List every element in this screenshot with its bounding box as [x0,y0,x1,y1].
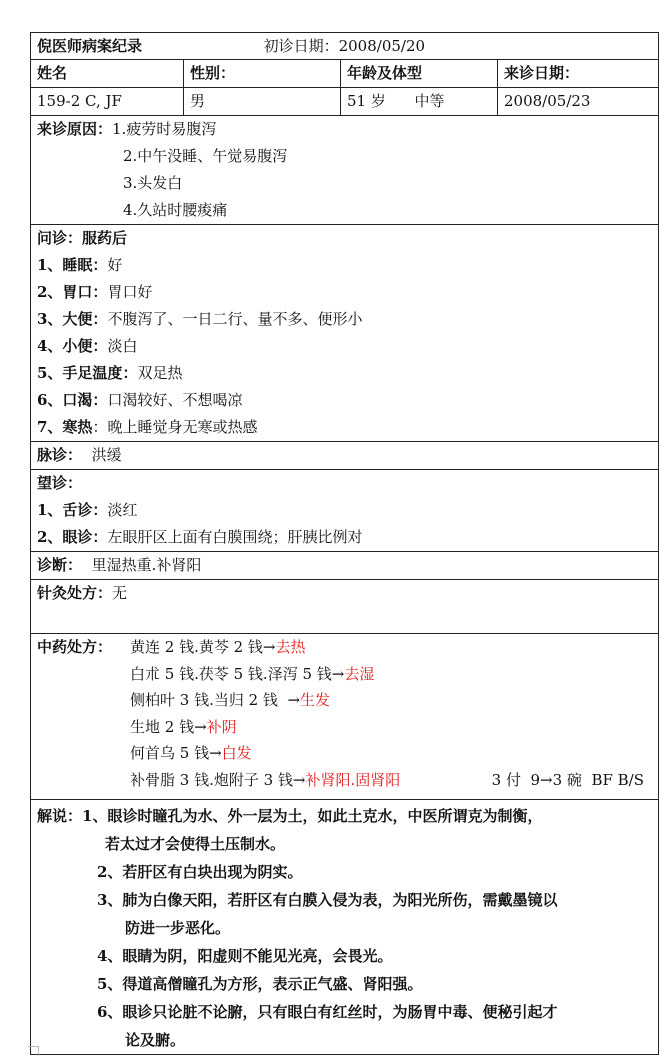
pulse-cell [31,442,659,470]
herb-effect: 白发 [221,744,252,762]
visit-date-value: 2008/05/23 [498,88,659,116]
inquiry-cell [31,225,659,442]
header-cell [31,33,659,60]
name-value: 159-2 C, JF [31,88,184,116]
explanation-point: 1、眼诊时瞳孔为水、外一层为土，如此土克水，中医所谓克为制衡， [82,807,543,825]
herb-effect: 去热 [275,638,306,656]
herb-effect: 补阴 [206,717,237,736]
inquiry-item: 1、睡眠：好 [37,256,123,274]
herbal-cell [31,634,659,800]
diagnosis-label: 诊断： [37,556,83,574]
age-build-value: 51 岁 中等 [341,88,498,116]
record-title: 倪医师病案纪录 [37,37,143,55]
diagnosis-value: 里湿热重.补肾阳 [91,556,202,574]
reason-item: 4.久站时腰痠痛 [123,201,228,219]
sex-label: 性别： [184,60,341,88]
age-build-label: 年龄及体型 [341,60,498,88]
explanation-point-cont: 若太过才会使得土压制水。 [105,835,286,853]
reason-cell [31,116,659,225]
record-table [30,32,659,1055]
herb-effect: 去湿 [344,664,375,683]
reason-row [31,116,659,225]
first-visit-date: 2008/05/20 [338,37,426,55]
pulse-value: 洪缓 [91,446,122,464]
inquiry-item: 4、小便：淡白 [37,337,138,355]
info-value-row [31,88,659,116]
inquiry-row [31,225,659,442]
explanation-cell [31,800,659,1055]
pulse-label: 脉诊： [37,446,83,464]
observation-cell [31,470,659,552]
explanation-point: 5、得道高僧瞳孔为方形，表示正气盛、肾阳强。 [97,975,423,993]
inquiry-item: 7、寒热：晚上睡觉身无寒或热感 [37,418,258,436]
dosage-note: 3 付 9→3 碗 BF B/S [491,770,644,789]
observation-title: 望诊： [37,474,83,492]
herbal-row [31,634,659,800]
herb-effect: 补肾阳.固肾阳 [305,770,401,789]
info-label-row [31,60,659,88]
herb-line: 生地 2 钱→补阴 [130,717,237,736]
diagnosis-cell [31,552,659,580]
inquiry-item: 5、手足温度：双足热 [37,364,183,382]
name-label: 姓名 [31,60,184,88]
inquiry-item: 2、胃口：胃口好 [37,283,153,301]
acupuncture-label: 针灸处方： [37,584,113,602]
herb-effect: 生发 [300,691,331,709]
reason-label: 来诊原因： [37,120,113,138]
diagnosis-row [31,552,659,580]
reason-item: 1.疲劳时易腹泻 [112,120,217,138]
inquiry-item: 6、口渴：口渴较好、不想喝凉 [37,391,243,409]
herb-line: 何首乌 5 钱→白发 [130,744,252,762]
acupuncture-row [31,580,659,634]
herb-line: 侧柏叶 3 钱.当归 2 钱 →生发 [130,691,331,709]
acupuncture-value: 无 [112,584,128,602]
pulse-row [31,442,659,470]
sex-value: 男 [184,88,341,116]
acupuncture-cell [31,580,659,634]
explanation-point: 4、眼睛为阴，阳虚则不能见光亮，会畏光。 [97,947,393,965]
first-visit-label: 初诊日期： [263,37,339,55]
herbal-label: 中药处方： [37,638,113,656]
observation-item: 2、眼诊：左眼肝区上面有白膜围绕；肝胰比例对 [37,528,363,546]
medical-record-sheet [30,32,658,1055]
page-corner-mark [28,1046,38,1055]
reason-item: 2.中午没睡、午觉易腹泻 [123,147,288,165]
explanation-row [31,800,659,1055]
inquiry-title: 问诊：服药后 [37,229,128,247]
observation-item: 1、舌诊：淡红 [37,501,138,519]
observation-row [31,470,659,552]
explanation-label: 解说： [37,807,83,825]
explanation-point: 2、若肝区有白块出现为阴实。 [97,863,303,881]
page-corner-mark [38,1046,39,1056]
explanation-point-cont: 论及腑。 [125,1031,186,1049]
explanation-point: 6、眼诊只论脏不论腑，只有眼白有红丝时，为肠胃中毒、便秘引起才 [97,1003,558,1021]
explanation-point-cont: 防进一步恶化。 [125,919,231,937]
header-row [31,33,659,60]
reason-item: 3.头发白 [123,174,183,192]
inquiry-item: 3、大便：不腹泻了、一日二行、量不多、便形小 [37,310,363,328]
visit-date-label: 来诊日期： [498,60,659,88]
herb-line: 黄连 2 钱.黄芩 2 钱→去热 [130,638,306,656]
herb-line: 白朮 5 钱.茯苓 5 钱.泽泻 5 钱→去湿 [130,664,375,683]
herb-line: 补骨脂 3 钱.炮附子 3 钱→补肾阳.固肾阳 3 付 9→3 碗 BF B/S [37,767,652,794]
explanation-point: 3、肺为白像天阳，若肝区有白膜入侵为表，为阳光所伤，需戴墨镜以 [97,891,558,909]
